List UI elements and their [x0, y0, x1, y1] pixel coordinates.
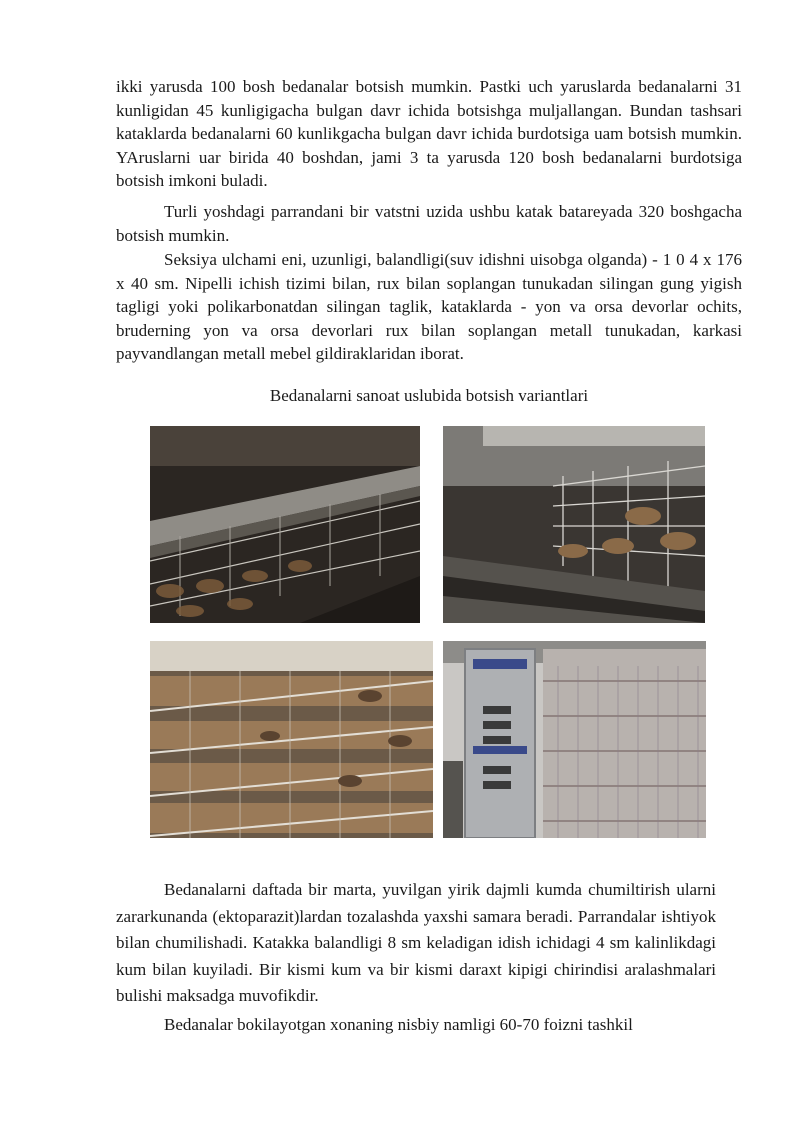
- paragraph-section-dimensions: Seksiya ulchami eni, uzunligi, balandligi(suv idishni uisobga olganda) - 1 0 4 x 176 x 40 sm. Nipelli ichish tizimi bilan, rux bilan soplangan tunukadan silingan gung yigish tagligi yoki polikarbonatdan silingan taglik, kataklarda - yon va orsa devorlar ochits, bruderning yon va orsa devorlari rux bilan soplangan metall tunukadan, karkasi payvandlangan metall mebel gildiraklaridan iborat.: [116, 250, 742, 364]
- figure-caption: Bedanalarni sanoat uslubida botsish variantlari: [269, 386, 589, 405]
- paragraph-sand-bathing: Bedanalarni daftada bir marta, yuvilgan yirik dajmli kumda chumiltirish ularni zararkunanda (ektoparazit)lardan tozalashda yaxshi samara beradi. Parrandalar ishtiyok bilan chumilishadi. Katakka balandligi 8 sm keladigan idish ichidagi 4 sm kalinlikdagi kum bilan kuyiladi. Bir kismi kum va bir kismi daraxt kipigi chirindisi aralashmalari bulishi maksadga muvofikdir.: [116, 880, 716, 1005]
- photo-cage-battery-dark: [150, 426, 420, 623]
- photo-cage-battery-trough: [443, 426, 705, 623]
- photo-cage-control-cabinet: [443, 641, 706, 838]
- photo-cage-rows-quail: [150, 641, 433, 838]
- paragraph-humidity: Bedanalar bokilayotgan xonaning nisbiy namligi 60-70 foizni tashkil: [164, 1015, 633, 1034]
- paragraph-mixed-age-capacity: Turli yoshdagi parrandani bir vatstni uzida ushbu katak batareyada 320 boshgacha botsish mumkin.: [116, 202, 742, 245]
- paragraph-cages-capacity: ikki yarusda 100 bosh bedanalar botsish mumkin. Pastki uch yaruslarda bedanalarni 31 kunligidan 45 kunligigacha bulgan davr ichida botsishga muljallangan. Bundan tashsari kataklarda bedanalarni 60 kunlikgacha bulgan davr ichida burdotsiga uam botsish mumkin. YAruslarni uar birida 40 boshdan, jami 3 ta yarusda 120 bosh bedanalarni burdotsiga botsish imkoni buladi.: [116, 77, 742, 191]
